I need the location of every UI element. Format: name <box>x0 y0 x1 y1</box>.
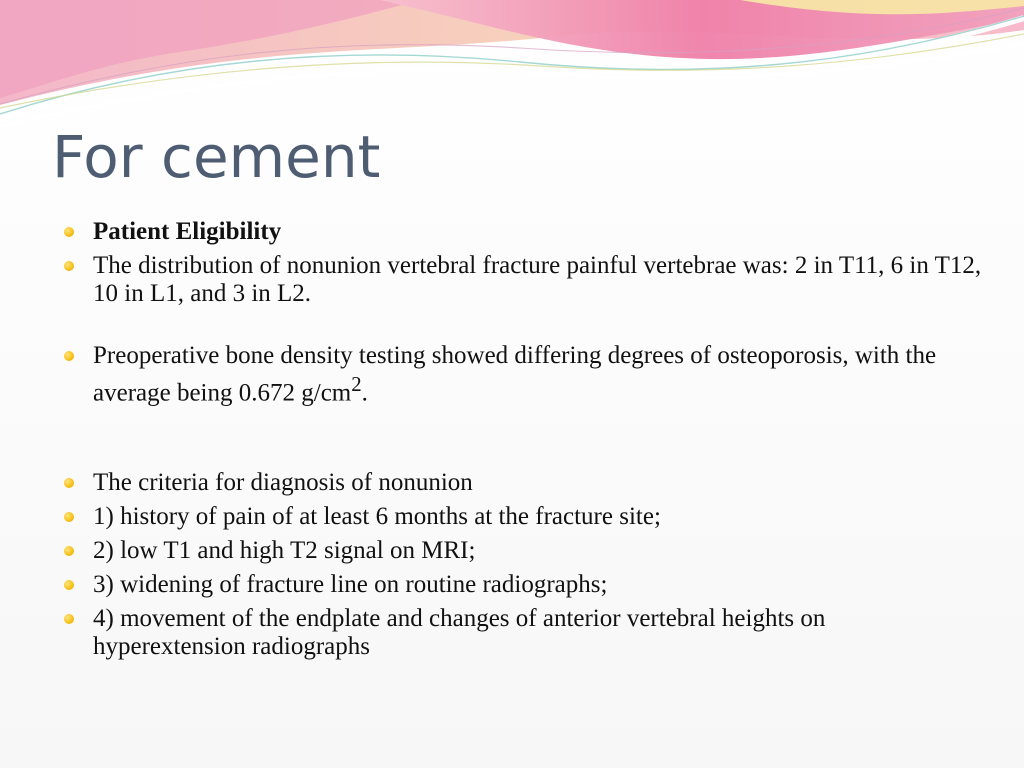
bullet-dot-icon <box>64 614 74 624</box>
bullet-bone-density <box>62 342 982 407</box>
bullet-dot-icon <box>64 478 74 488</box>
bullet-text: Preoperative bone density testing showed differing degrees of osteoporosis, with the average being 0.672 g/cm <box>93 342 937 407</box>
bullet-vertebrae-distribution <box>62 252 982 308</box>
bullet-criterion-4 <box>62 605 982 661</box>
bullet-dot-icon <box>64 261 74 271</box>
bullet-dot-icon <box>64 351 74 361</box>
bullet-dot-icon <box>64 227 74 237</box>
bullet-superscript: 2 <box>351 372 362 396</box>
slide-title: For cement <box>52 123 381 191</box>
bullet-dot-icon <box>64 512 74 522</box>
bullet-criterion-2 <box>62 537 982 565</box>
bullet-criterion-1 <box>62 503 982 531</box>
bullet-patient-eligibility <box>62 218 982 246</box>
bullet-text: Patient Eligibility <box>93 218 282 245</box>
bullet-text: The distribution of nonunion vertebral fracture painful vertebrae was: 2 in T11, 6 in T12, 10 in L1, and 3 in L2. <box>93 252 982 307</box>
bullet-text: 4) movement of the endplate and changes of anterior vertebral heights on hyperextension radiographs <box>93 605 826 661</box>
bullet-diagnosis-criteria <box>62 469 982 497</box>
bullet-suffix: . <box>361 379 368 407</box>
decorative-wave-banner <box>0 0 1024 130</box>
bullet-list <box>62 218 982 667</box>
bullet-dot-icon <box>64 580 74 590</box>
bullet-criterion-3 <box>62 571 982 599</box>
bullet-dot-icon <box>64 546 74 556</box>
bullet-text: The criteria for diagnosis of nonunion <box>93 469 473 497</box>
bullet-text: 1) history of pain of at least 6 months at the fracture site; <box>93 503 661 531</box>
bullet-text: 2) low T1 and high T2 signal on MRI; <box>93 537 476 565</box>
bullet-text: 3) widening of fracture line on routine radiographs; <box>93 571 608 599</box>
